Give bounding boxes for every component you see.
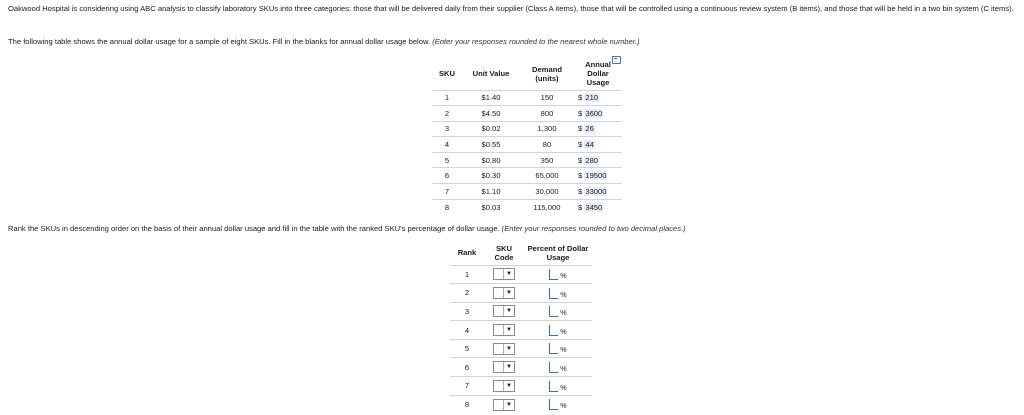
table2-instructions [8,224,686,233]
percent-sign: % [560,326,567,336]
sku-code-dropdown[interactable] [493,343,515,355]
sku-code-dropdown[interactable] [493,268,515,280]
demand-cell: 30,000 [535,186,559,196]
table1-instructions [8,37,640,46]
percent-cell [524,339,592,358]
unit-value-cell: $0.02 [481,124,501,134]
rank-cell: 1 [464,269,470,279]
sku-cell: 6 [444,171,450,181]
sku-cell: 3 [444,124,450,134]
rank-cell: 3 [464,306,470,316]
annual-usage-cell [574,184,622,200]
annual-usage-answer[interactable] [578,187,607,196]
annual-usage-rows [432,90,622,215]
table-row [432,90,622,106]
dropdown-arrow-icon: ▼ [503,306,514,316]
percent-wrap [549,288,566,299]
table2-instructions-note: (Enter your responses rounded to two decimal places.) [501,224,686,233]
problem-intro: Oakwood Hospital is considering using ABC analysis to classify laboratory SKUs into three categories: those that will be delivered daily from their supplier (Class A items), those that will be controlled using a continuous review system (B items), and those that will be held in a two bin system (C items). [8,4,1014,13]
annual-usage-cell [574,90,622,106]
sku-cell: 1 [444,93,450,103]
annual-usage-table [432,58,622,215]
annual-usage-value: 19500 [585,171,607,181]
header-demand: Demand (units) [532,64,562,83]
annual-usage-cell [574,199,622,215]
header-rank: Rank [457,248,477,258]
annual-usage-answer[interactable] [578,156,599,165]
dropdown-arrow-icon: ▼ [503,325,514,335]
percent-wrap [549,306,566,317]
sku-code-dropdown[interactable] [493,287,515,299]
sku-code-cell [484,339,524,358]
demand-cell: 800 [540,108,554,118]
table2-instructions-text: Rank the SKUs in descending order on the basis of their annual dollar usage and fill in the table with the ranked SKU's percentage of dollar usage. [8,224,502,233]
sku-code-cell [484,302,524,321]
dropdown-arrow-icon: ▼ [503,269,514,279]
sku-cell: 4 [444,140,450,150]
currency-symbol: $ [578,93,583,103]
table-row [450,395,592,414]
table-row [450,339,592,358]
percent-sign: % [560,308,567,318]
table-row [432,184,622,200]
header-sku-code: SKU Code [494,243,514,262]
rank-cell: 8 [464,400,470,410]
percent-cell [524,265,592,284]
dropdown-arrow-icon: ▼ [503,362,514,372]
annual-usage-value: 33000 [585,186,607,196]
percent-sign: % [560,289,567,299]
currency-symbol: $ [578,124,583,134]
header-sku: SKU [438,69,456,79]
dropdown-arrow-icon: ▼ [503,344,514,354]
currency-symbol: $ [578,202,583,212]
percent-input[interactable] [549,288,558,299]
unit-value-cell: $0.80 [481,155,501,165]
ranking-table [450,241,592,414]
currency-symbol: $ [578,108,583,118]
dropdown-arrow-icon: ▼ [503,381,514,391]
annual-usage-cell [574,121,622,137]
unit-value-cell: $0.30 [481,171,501,181]
table1-instructions-note: (Enter your responses rounded to the nearest whole number.) [432,37,640,46]
percent-input[interactable] [549,381,558,392]
annual-usage-cell [574,137,622,153]
percent-sign: % [560,364,567,374]
sku-code-cell [484,284,524,303]
sku-code-dropdown[interactable] [493,380,515,392]
sku-code-dropdown[interactable] [493,361,515,373]
table-row [432,168,622,184]
header-unit-value: Unit Value [472,69,510,79]
percent-cell [524,377,592,396]
sku-code-dropdown[interactable] [493,324,515,336]
demand-cell: 115,000 [533,202,561,212]
rank-cell: 5 [464,344,470,354]
dropdown-arrow-icon: ▼ [503,400,514,410]
percent-wrap [549,362,566,373]
demand-cell: 65,000 [535,171,559,181]
annual-usage-answer[interactable] [578,124,595,133]
percent-wrap [549,269,566,280]
currency-symbol: $ [578,171,583,181]
percent-wrap [549,325,566,336]
table-row [450,377,592,396]
table-row [450,321,592,340]
sku-code-cell [484,265,524,284]
percent-input[interactable] [549,399,558,410]
sku-cell: 8 [444,202,450,212]
table-row [450,284,592,303]
annual-usage-value: 3600 [585,108,603,118]
sku-code-cell [484,377,524,396]
dropdown-arrow-icon: ▼ [503,288,514,298]
percent-sign: % [560,271,567,281]
currency-symbol: $ [578,186,583,196]
demand-cell: 350 [540,155,554,165]
annual-usage-value: 210 [585,93,599,103]
ranking-rows [450,265,592,414]
unit-value-cell: $1.40 [481,93,501,103]
unit-value-cell: $1.10 [481,186,501,196]
percent-input[interactable] [549,362,558,373]
unit-value-cell: $0.55 [481,140,501,150]
sku-code-dropdown[interactable] [493,305,515,317]
percent-cell [524,395,592,414]
annual-usage-value: 44 [585,140,594,150]
sku-code-dropdown[interactable] [493,399,515,411]
percent-sign: % [560,345,567,355]
percent-wrap [549,343,566,354]
annual-usage-answer[interactable] [578,203,603,212]
percent-sign: % [560,382,567,392]
annual-usage-answer[interactable] [578,140,595,149]
currency-symbol: $ [578,155,583,165]
percent-cell [524,302,592,321]
sku-cell: 5 [444,155,450,165]
unit-value-cell: $4.50 [481,108,501,118]
rank-cell: 4 [464,325,470,335]
percent-wrap [549,381,566,392]
table-row [432,137,622,153]
percent-cell [524,358,592,377]
percent-cell [524,284,592,303]
annual-usage-value: 3450 [585,202,603,212]
annual-usage-answer[interactable] [578,93,599,102]
table1-instructions-text: The following table shows the annual dollar usage for a sample of eight SKUs. Fill in the blanks for annual dollar usage below. [8,37,433,46]
header-annual-usage: Annual Dollar Usage [585,60,611,88]
currency-symbol: $ [578,140,583,150]
annual-usage-cell [574,106,622,122]
rank-cell: 7 [464,381,470,391]
percent-input[interactable] [549,306,558,317]
sku-cell: 7 [444,186,450,196]
annual-usage-answer[interactable] [578,109,603,118]
percent-input[interactable] [549,343,558,354]
annual-usage-cell [574,168,622,184]
sku-code-cell [484,358,524,377]
percent-sign: % [560,401,567,411]
percent-input[interactable] [549,325,558,336]
annual-usage-value: 26 [585,124,594,134]
demand-cell: 1,300 [537,124,557,134]
unit-value-cell: $0.03 [481,202,501,212]
table-row [450,358,592,377]
percent-cell [524,321,592,340]
sku-code-cell [484,395,524,414]
table-row [450,302,592,321]
table-row [432,152,622,168]
table-row [450,265,592,284]
header-percent-usage: Percent of Dollar Usage [527,243,589,262]
demand-cell: 80 [542,140,552,150]
rank-cell: 6 [464,362,470,372]
percent-input[interactable] [549,269,558,280]
table-row [432,199,622,215]
sku-code-cell [484,321,524,340]
annual-usage-answer[interactable] [578,171,607,180]
rank-cell: 2 [464,288,470,298]
sku-cell: 2 [444,108,450,118]
annual-usage-value: 280 [585,155,599,165]
annual-usage-cell [574,152,622,168]
percent-wrap [549,399,566,410]
demand-cell: 150 [540,93,554,103]
table-row [432,106,622,122]
table-row [432,121,622,137]
